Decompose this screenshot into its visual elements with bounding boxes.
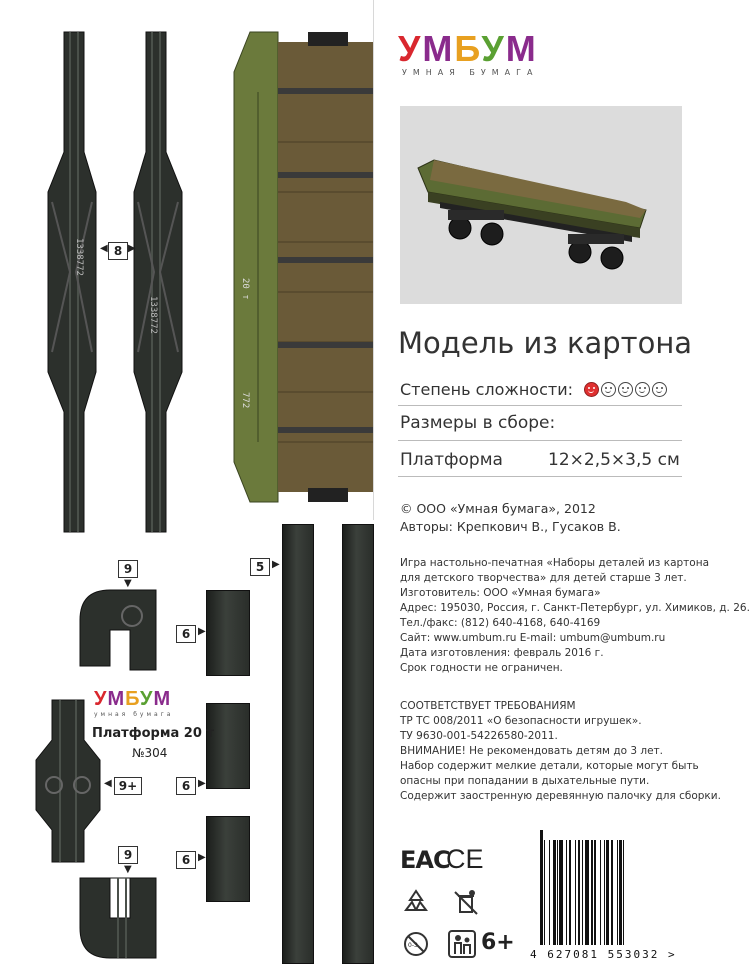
arrow-right-icon: ▶: [272, 559, 280, 570]
difficulty-smiley-icon-3: [618, 382, 633, 397]
compliance-block: [400, 699, 721, 804]
beam-2-shape: [132, 32, 184, 532]
ce-mark: CE: [446, 844, 484, 874]
arrow-down-icon: ▼: [124, 864, 132, 875]
beam-2-label: 1338772: [148, 296, 158, 334]
divider-line: [398, 476, 682, 477]
arrow-left-icon: ◀: [100, 243, 108, 254]
platform-deck-shape: [218, 32, 373, 502]
small-logo-letters: УМБУМ: [94, 688, 172, 710]
product-name: Платформа 20 т: [92, 726, 214, 741]
item-name: Платформа: [400, 450, 503, 470]
age-warning-text: 0-3: [408, 942, 418, 949]
authors: Авторы: Крепкович В., Гусаков В.: [400, 519, 621, 534]
arrow-right-icon: ▶: [128, 243, 136, 254]
arrow-right-icon: ▶: [198, 778, 206, 789]
compliance-line: СООТВЕТСТВУЕТ ТРЕБОВАНИЯМ: [400, 700, 576, 712]
divider-line: [398, 405, 682, 406]
copyright: © ООО «Умная бумага», 2012: [400, 501, 596, 516]
side-rail-2: [342, 524, 374, 964]
coupler-piece-bottom: [80, 878, 156, 958]
bogie-frame: [34, 700, 102, 862]
compliance-line: ТУ 9630-001-54226580-2011.: [400, 730, 558, 742]
coupler-piece-top: [80, 590, 156, 670]
difficulty-label: Степень сложности:: [400, 380, 573, 399]
product-number: №304: [132, 746, 168, 760]
part-marker-9-top: 9: [118, 560, 138, 578]
sizes-label: Размеры в сборе:: [400, 413, 556, 433]
bogie-block-a: [206, 590, 250, 676]
frame-beam-1: [46, 32, 98, 532]
difficulty-smiley-icon-1: [584, 382, 599, 397]
difficulty-smiley-icon-2: [601, 382, 616, 397]
barcode-digits: 4 627081 553032 >: [530, 948, 677, 961]
info-line: Дата изготовления: февраль 2016 г.: [400, 647, 604, 659]
bogie-block-b: [206, 703, 250, 789]
platform-label-772: 772: [240, 392, 250, 409]
arrow-down-icon: ▼: [124, 578, 132, 589]
brand-logo-letters: УМБУМ: [398, 28, 538, 69]
product-photo: [400, 106, 682, 304]
platform-deck: [218, 32, 373, 502]
recycle-icon: [402, 888, 430, 916]
arrow-right-icon: ▶: [198, 852, 206, 863]
small-logo-tagline: умная бумага: [94, 711, 174, 718]
brand-logo: [398, 28, 538, 77]
barcode-bar: [624, 830, 627, 946]
arrow-left-icon: ◀: [104, 778, 112, 789]
platform-label-20t: 20 т: [240, 278, 250, 300]
beam-1-shape: [46, 32, 98, 532]
arrow-right-icon: ▶: [198, 626, 206, 637]
info-line: Адрес: 195030, Россия, г. Санкт-Петербург, ул. Химиков, д. 26.: [400, 602, 750, 614]
difficulty-smiley-icon-5: [652, 382, 667, 397]
bogie-block-c: [206, 816, 250, 902]
part-marker-6-a: 6: [176, 625, 196, 643]
difficulty-smiley-icon-4: [635, 382, 650, 397]
age-mark: 6+: [481, 930, 515, 955]
info-line: Тел./факс: (812) 640-4168, 640-4169: [400, 617, 601, 629]
item-size: 12×2,5×3,5 см: [548, 450, 680, 470]
part-marker-6-c: 6: [176, 851, 196, 869]
eac-mark: ЕАС: [400, 846, 450, 874]
part-marker-8: 8: [108, 242, 128, 260]
difficulty-icons: [582, 380, 667, 399]
barcode: [540, 840, 682, 945]
coupler-piece-top-shape: [80, 590, 156, 670]
part-marker-6-b: 6: [176, 777, 196, 795]
side-rail-1: [282, 524, 314, 964]
compliance-line: Содержит заостренную деревянную палочку для сборки.: [400, 790, 721, 802]
info-line: Сайт: www.umbum.ru E-mail: umbum@umbum.ru: [400, 632, 666, 644]
part-marker-5: 5: [250, 558, 270, 576]
divider-line: [398, 440, 682, 441]
frame-beam-2: [132, 32, 184, 532]
info-line: для детского творчества» для детей старше 3 лет.: [400, 572, 687, 584]
trash-bin-icon: [452, 888, 480, 916]
children-age-icon: [448, 930, 476, 958]
info-block: [400, 556, 750, 676]
page-title: Модель из картона: [398, 326, 693, 360]
info-line: Игра настольно-печатная «Наборы деталей из картона: [400, 557, 710, 569]
compliance-line: ВНИМАНИЕ! Не рекомендовать детям до 3 лет.: [400, 745, 663, 757]
info-line: Изготовитель: ООО «Умная бумага»: [400, 587, 601, 599]
bogie-frame-shape: [34, 700, 102, 862]
wagon-image: [400, 106, 682, 304]
part-marker-9plus: 9+: [114, 777, 142, 795]
compliance-line: опасны при попадании в дыхательные пути.: [400, 775, 650, 787]
info-line: Срок годности не ограничен.: [400, 662, 563, 674]
part-marker-9-bottom: 9: [118, 846, 138, 864]
difficulty-row: [400, 380, 667, 399]
compliance-line: ТР ТС 008/2011 «О безопасности игрушек».: [400, 715, 642, 727]
small-brand-logo: [94, 688, 204, 718]
brand-tagline: УМНАЯ БУМАГА: [402, 68, 539, 77]
panel-divider: [373, 0, 374, 520]
beam-1-label: 1338772: [74, 238, 84, 276]
compliance-line: Набор содержит мелкие детали, которые могут быть: [400, 760, 699, 772]
coupler-piece-bottom-shape: [80, 878, 156, 958]
